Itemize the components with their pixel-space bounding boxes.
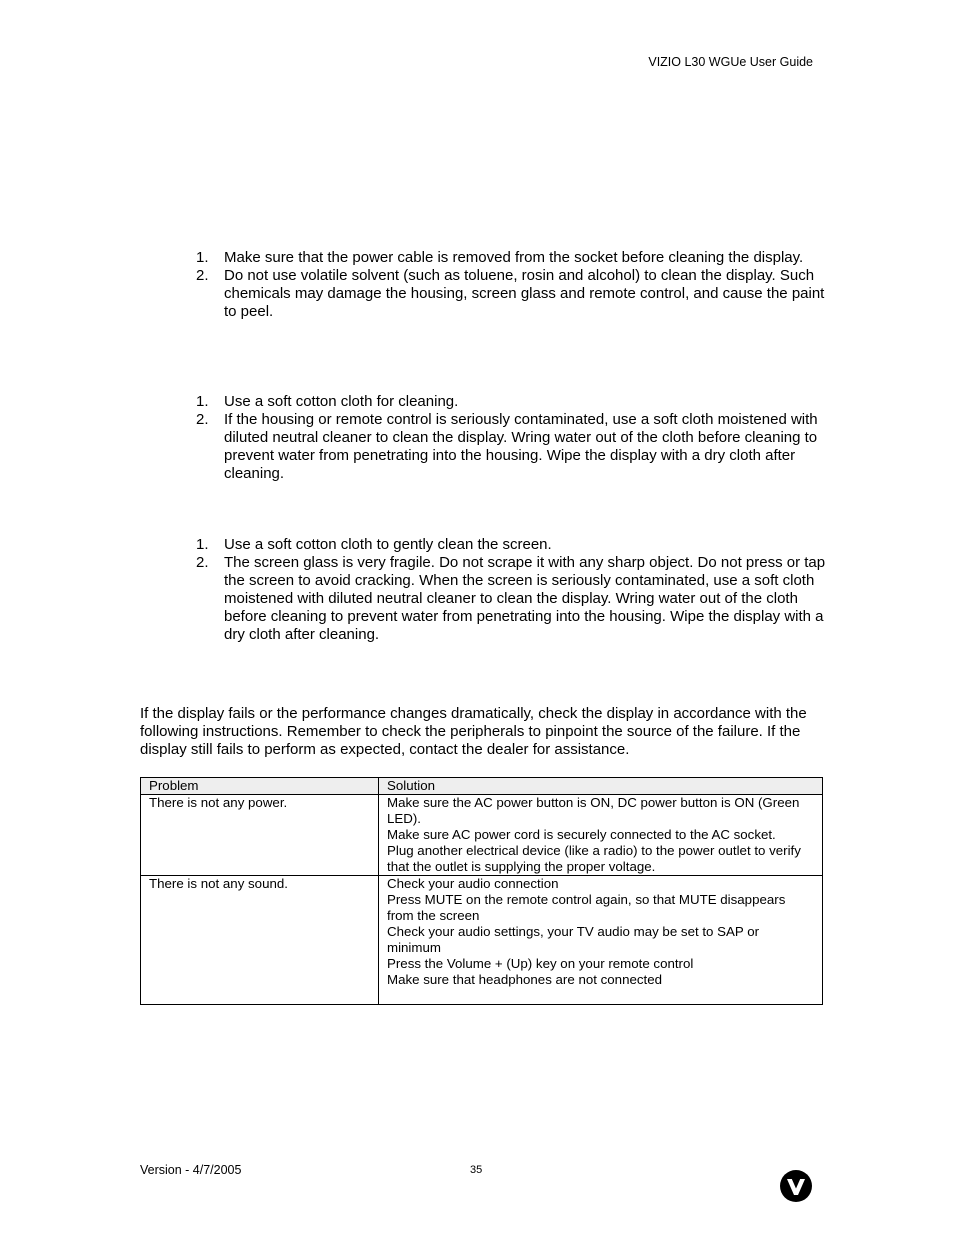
solution-cell: [379, 795, 823, 876]
screen-cleaning-list: [196, 536, 826, 644]
solution-line: Check your audio connection: [387, 876, 559, 891]
list-number: 1.: [196, 393, 209, 410]
solution-line: Plug another electrical device (like a radio) to the power outlet to verify that the outlet is supplying the proper voltage.: [387, 843, 801, 874]
housing-cleaning-list: [196, 393, 826, 483]
list-number: 2.: [196, 554, 209, 571]
table-row: [141, 876, 823, 1005]
solution-line: Press the Volume + (Up) key on your remote control: [387, 956, 694, 971]
list-text: Do not use volatile solvent (such as toluene, rosin and alcohol) to clean the display. Such chemicals may damage the housing, screen glass and remote control, and cause the paint to peel.: [224, 267, 825, 320]
solution-cell: [379, 876, 823, 1005]
troubleshooting-table: [140, 777, 823, 1005]
problem-column-header: Problem: [141, 778, 379, 795]
problem-cell: There is not any sound.: [141, 876, 379, 1005]
list-item: [196, 249, 826, 267]
solution-column-header: Solution: [379, 778, 823, 795]
list-number: 2.: [196, 411, 209, 428]
vizio-logo-icon: [780, 1170, 812, 1202]
problem-cell: There is not any power.: [141, 795, 379, 876]
list-number: 1.: [196, 536, 209, 553]
list-text: Make sure that the power cable is removed from the socket before cleaning the display.: [224, 249, 804, 266]
solution-line: Check your audio settings, your TV audio may be set to SAP or minimum: [387, 924, 760, 955]
list-text: If the housing or remote control is seriously contaminated, use a soft cloth moistened with diluted neutral cleaner to clean the display. Wring water out of the cloth before cleaning to prevent water from penetrating into the housing. Wipe the display with a dry cloth after cleaning.: [224, 411, 818, 482]
footer-version: Version - 4/7/2005: [140, 1163, 242, 1177]
solution-line: Make sure the AC power button is ON, DC power button is ON (Green LED).: [387, 795, 800, 826]
list-number: 1.: [196, 249, 209, 266]
list-text: Use a soft cotton cloth to gently clean the screen.: [224, 536, 552, 553]
list-text: Use a soft cotton cloth for cleaning.: [224, 393, 459, 410]
troubleshooting-intro: If the display fails or the performance changes dramatically, check the display in accordance with the following instructions. Remember to check the peripherals to pinpoint the source of the failure. If the display still fails to perform as expected, contact the dealer for assistance.: [140, 705, 807, 758]
solution-line: Press MUTE on the remote control again, so that MUTE disappears from the screen: [387, 892, 786, 923]
list-item: [196, 267, 826, 321]
table-header-row: [141, 778, 823, 795]
page-header: VIZIO L30 WGUe User Guide: [648, 55, 813, 69]
list-item: [196, 411, 826, 483]
list-number: 2.: [196, 267, 209, 284]
page-number: 35: [470, 1164, 483, 1176]
list-text: The screen glass is very fragile. Do not scrape it with any sharp object. Do not press or tap the screen to avoid cracking. When the screen is seriously contaminated, use a soft cloth moistened with diluted neutral cleaner to clean the display. Wring water out of the cloth before cleaning to prevent water from penetrating into the housing. Wipe the display with a dry cloth after cleaning.: [224, 554, 826, 643]
solution-line: Make sure that headphones are not connected: [387, 972, 662, 987]
cleaning-precautions-list: [196, 249, 826, 321]
list-item: [196, 536, 826, 554]
solution-line: Make sure AC power cord is securely connected to the AC socket.: [387, 827, 776, 842]
table-row: [141, 795, 823, 876]
list-item: [196, 393, 826, 411]
list-item: [196, 554, 826, 644]
